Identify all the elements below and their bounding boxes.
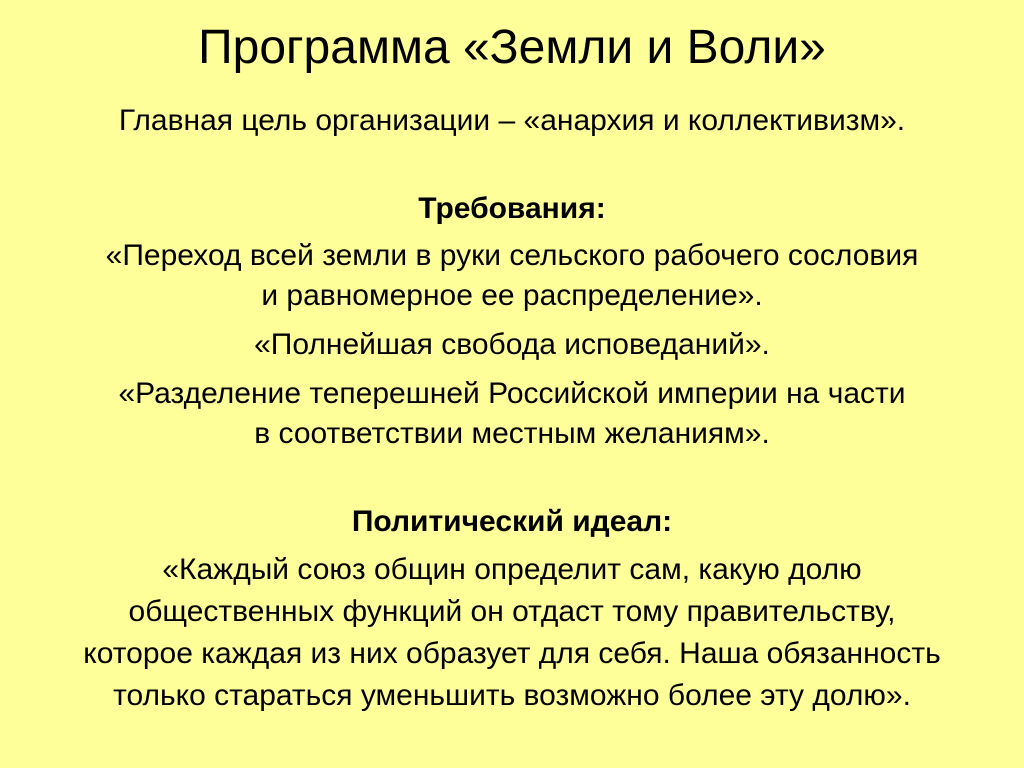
quote-line: общественных функций он отдаст тому правительству, (128, 595, 896, 628)
requirement-text-line: и равномерное ее распределение». (261, 279, 763, 312)
quote-line: только стараться уменьшить возможно более эту долю». (113, 679, 911, 712)
political-ideal-heading: Политический идеал: (351, 505, 673, 538)
requirement-text-line: «Разделение теперешней Российской империи на части (118, 377, 906, 410)
requirement-text-line: в соответствии местным желаниям». (254, 417, 770, 450)
requirements-heading: Требования: (418, 192, 606, 225)
main-goal-text: Главная цель организации – «анархия и коллективизм». (118, 104, 906, 137)
quote-line: «Каждый союз общин определит сам, какую долю (162, 553, 862, 586)
requirement-text-line: «Переход всей земли в руки сельского рабочего сословия (105, 239, 919, 272)
slide-title: Программа «Земли и Воли» (198, 21, 826, 74)
requirement-text-line: «Полнейшая свобода исповеданий». (254, 328, 770, 361)
quote-line: которое каждая из них образует для себя. Наша обязанность (83, 637, 941, 670)
